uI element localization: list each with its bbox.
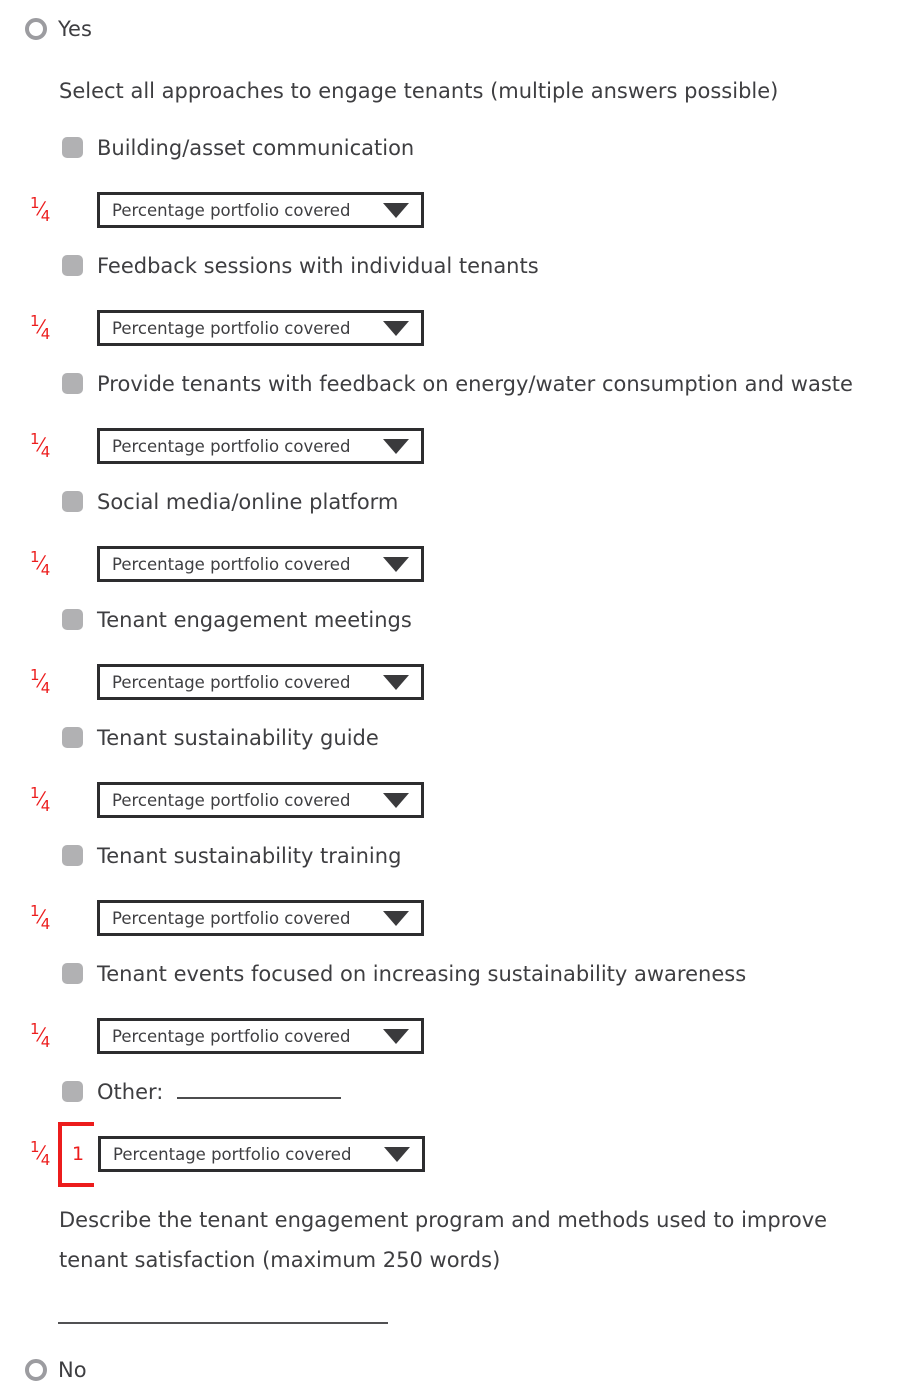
option-row-engagement-meetings <box>62 607 910 632</box>
dropdown-row <box>0 546 910 582</box>
percentage-portfolio-dropdown[interactable] <box>97 1018 424 1054</box>
option-row-social-media <box>62 489 910 514</box>
checkbox-other[interactable] <box>62 1081 83 1102</box>
score-weight-marker <box>30 904 58 932</box>
option-row-tenant-events <box>62 961 910 986</box>
score-weight-marker <box>30 1140 58 1168</box>
dropdown-label: Percentage portfolio covered <box>112 436 351 456</box>
score-denominator: 4 <box>40 1033 51 1051</box>
dropdown-row-annotated <box>0 1136 910 1172</box>
score-numerator: 1 <box>30 430 40 448</box>
radio-no-label: No <box>58 1357 87 1382</box>
caret-down-icon <box>383 911 409 926</box>
score-denominator: 4 <box>40 443 51 461</box>
dropdown-label: Percentage portfolio covered <box>113 1144 352 1164</box>
checkbox-label: Feedback sessions with individual tenants <box>97 253 539 278</box>
option-row-feedback-sessions <box>62 253 910 278</box>
fraction-slash: ⁄ <box>39 1024 41 1046</box>
checkbox-energy-water-feedback[interactable] <box>62 373 83 394</box>
score-numerator: 1 <box>30 1020 40 1038</box>
annotation-bracket <box>58 1122 94 1187</box>
annotation-id: 1 <box>71 1143 85 1165</box>
caret-down-icon <box>383 557 409 572</box>
percentage-portfolio-dropdown[interactable] <box>97 664 424 700</box>
describe-prompt: Describe the tenant engagement program and methods used to improve tenant satisfaction (maximum 250 words) <box>59 1208 828 1272</box>
checkbox-label: Provide tenants with feedback on energy/water consumption and waste <box>97 371 853 396</box>
fraction-slash: ⁄ <box>39 316 41 338</box>
dropdown-row <box>0 192 910 228</box>
checkbox-engagement-meetings[interactable] <box>62 609 83 630</box>
radio-yes[interactable] <box>25 18 47 40</box>
fraction-slash: ⁄ <box>39 434 41 456</box>
dropdown-row <box>0 1018 910 1054</box>
fraction-slash: ⁄ <box>39 788 41 810</box>
caret-down-icon <box>383 321 409 336</box>
option-row-sustainability-training <box>62 843 910 868</box>
dropdown-label: Percentage portfolio covered <box>112 318 351 338</box>
dropdown-row <box>0 664 910 700</box>
score-denominator: 4 <box>40 1151 51 1169</box>
score-denominator: 4 <box>40 207 51 225</box>
score-weight-marker <box>30 786 58 814</box>
checkbox-building-asset-communication[interactable] <box>62 137 83 158</box>
score-denominator: 4 <box>40 797 51 815</box>
caret-down-icon <box>383 439 409 454</box>
score-numerator: 1 <box>30 1138 40 1156</box>
percentage-portfolio-dropdown[interactable] <box>97 546 424 582</box>
dropdown-label: Percentage portfolio covered <box>112 200 351 220</box>
score-denominator: 4 <box>40 325 51 343</box>
caret-down-icon <box>384 1147 410 1162</box>
dropdown-label: Percentage portfolio covered <box>112 554 351 574</box>
score-numerator: 1 <box>30 784 40 802</box>
option-row-energy-water-feedback <box>62 371 910 396</box>
percentage-portfolio-dropdown[interactable] <box>98 1136 425 1172</box>
caret-down-icon <box>383 675 409 690</box>
fraction-slash: ⁄ <box>39 198 41 220</box>
percentage-portfolio-dropdown[interactable] <box>97 782 424 818</box>
dropdown-row <box>0 310 910 346</box>
dropdown-label: Percentage portfolio covered <box>112 908 351 928</box>
score-weight-marker <box>30 314 58 342</box>
score-numerator: 1 <box>30 902 40 920</box>
checkbox-social-media[interactable] <box>62 491 83 512</box>
score-numerator: 1 <box>30 312 40 330</box>
caret-down-icon <box>383 203 409 218</box>
percentage-portfolio-dropdown[interactable] <box>97 192 424 228</box>
caret-down-icon <box>383 1029 409 1044</box>
score-weight-marker <box>30 196 58 224</box>
checkbox-label: Other: <box>97 1079 164 1104</box>
radio-no[interactable] <box>25 1359 47 1381</box>
option-row-building-asset-communication <box>62 135 910 160</box>
checkbox-label: Social media/online platform <box>97 489 399 514</box>
checkbox-label: Tenant engagement meetings <box>97 607 412 632</box>
checkbox-sustainability-training[interactable] <box>62 845 83 866</box>
describe-text-input-line[interactable] <box>58 1322 388 1324</box>
score-weight-marker <box>30 668 58 696</box>
checkbox-label: Tenant sustainability training <box>97 843 402 868</box>
option-row-other <box>62 1079 910 1104</box>
dropdown-row <box>0 782 910 818</box>
dropdown-label: Percentage portfolio covered <box>112 672 351 692</box>
score-weight-marker <box>30 1022 58 1050</box>
fraction-slash: ⁄ <box>39 670 41 692</box>
radio-row-no <box>25 1357 910 1382</box>
checkbox-label: Building/asset communication <box>97 135 415 160</box>
other-text-input-line[interactable] <box>177 1085 341 1099</box>
fraction-slash: ⁄ <box>39 1142 41 1164</box>
score-denominator: 4 <box>40 915 51 933</box>
radio-row-yes <box>25 16 910 41</box>
radio-yes-label: Yes <box>58 16 92 41</box>
fraction-slash: ⁄ <box>39 552 41 574</box>
checkbox-tenant-events[interactable] <box>62 963 83 984</box>
checkbox-label: Tenant sustainability guide <box>97 725 379 750</box>
dropdown-label: Percentage portfolio covered <box>112 790 351 810</box>
caret-down-icon <box>383 793 409 808</box>
score-weight-marker <box>30 550 58 578</box>
score-numerator: 1 <box>30 194 40 212</box>
score-denominator: 4 <box>40 561 51 579</box>
percentage-portfolio-dropdown[interactable] <box>97 310 424 346</box>
score-numerator: 1 <box>30 548 40 566</box>
percentage-portfolio-dropdown[interactable] <box>97 428 424 464</box>
score-numerator: 1 <box>30 666 40 684</box>
option-row-sustainability-guide <box>62 725 910 750</box>
checkbox-feedback-sessions[interactable] <box>62 255 83 276</box>
fraction-slash: ⁄ <box>39 906 41 928</box>
dropdown-label: Percentage portfolio covered <box>112 1026 351 1046</box>
score-weight-marker <box>30 432 58 460</box>
dropdown-row <box>0 428 910 464</box>
checkbox-label: Tenant events focused on increasing sustainability awareness <box>97 961 747 986</box>
percentage-portfolio-dropdown[interactable] <box>97 900 424 936</box>
score-denominator: 4 <box>40 679 51 697</box>
question-text: Select all approaches to engage tenants (multiple answers possible) <box>59 79 779 103</box>
dropdown-row <box>0 900 910 936</box>
checkbox-sustainability-guide[interactable] <box>62 727 83 748</box>
